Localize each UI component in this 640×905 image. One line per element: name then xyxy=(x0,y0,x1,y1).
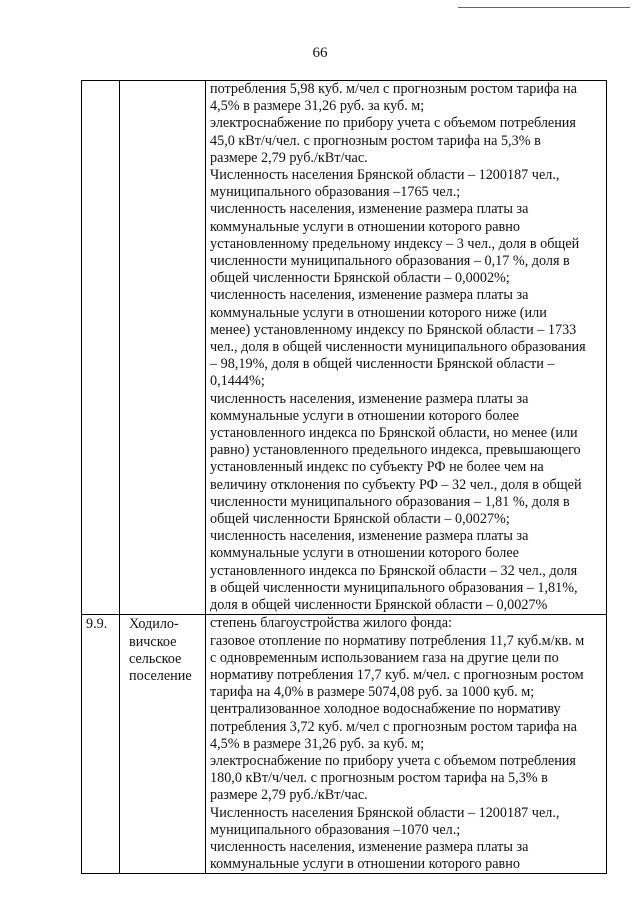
settlement-name-line: Ходило- xyxy=(129,616,179,633)
description-line: численность населения, изменение размера платы за xyxy=(210,287,529,304)
table-row xyxy=(82,81,607,615)
table-row xyxy=(82,615,607,874)
tariff-table xyxy=(81,80,607,874)
description-line: коммунальные услуги в отношении которого равно xyxy=(210,856,520,873)
description-line: Численность населения Брянской области – 1200187 чел., xyxy=(210,804,560,821)
row-number-cell xyxy=(82,615,120,874)
description-cell xyxy=(206,615,607,874)
description-line: менее) установленному индексу по Брянской области – 1733 xyxy=(210,321,577,338)
description-line: установленного индекса по Брянской области, но менее (или xyxy=(210,425,578,442)
description-line: в общей численности муниципального образования – 1,81%, xyxy=(210,579,578,596)
settlement-name-line: поселение xyxy=(129,667,192,684)
row-number: 9.9. xyxy=(86,616,108,633)
description-line: численность населения, изменение размера платы за xyxy=(210,390,529,407)
settlement-name-line: вичское xyxy=(129,633,177,650)
description-line: коммунальные услуги в отношении которого более xyxy=(210,545,519,562)
description-line: 45,0 кВт/ч/чел. с прогнозным ростом тарифа на 5,3% в xyxy=(210,132,541,149)
description-line: – 98,19%, доля в общей численности Брянской области – xyxy=(210,356,555,373)
description-line: газовое отопление по нормативу потребления 11,7 куб.м/кв. м xyxy=(210,632,585,649)
description-line: установленный индекс по субъекту РФ не более чем на xyxy=(210,459,544,476)
description-line: 180,0 кВт/ч/чел. с прогнозным ростом тарифа на 5,3% в xyxy=(210,770,548,787)
page-number: 66 xyxy=(312,45,328,61)
description-line: с одновременным использованием газа на другие цели по xyxy=(210,649,559,666)
description-line: 4,5% в размере 31,26 руб. за куб. м; xyxy=(210,735,425,752)
description-line: численность населения, изменение размера платы за xyxy=(210,528,529,545)
settlement-name-cell xyxy=(120,81,206,615)
description-line: потребления 5,98 куб. м/чел с прогнозным ростом тарифа на xyxy=(210,81,577,97)
description-line: муниципального образования –1070 чел.; xyxy=(210,821,461,838)
settlement-name-line: сельское xyxy=(129,650,182,667)
description-line: тарифа на 4,0% в размере 5074,08 руб. за 1000 куб. м; xyxy=(210,684,535,701)
description-line: коммунальные услуги в отношении которого равно xyxy=(210,218,520,235)
row-number-cell xyxy=(82,81,120,615)
description-line: 4,5% в размере 31,26 руб. за куб. м; xyxy=(210,98,425,115)
description-line: Численность населения Брянской области – 1200187 чел., xyxy=(210,167,560,184)
description-cell xyxy=(206,81,607,615)
description-line: чел., доля в общей численности муниципального образования xyxy=(210,339,586,356)
description-line: численности муниципального образования – 0,17 %, доля в xyxy=(210,253,570,270)
description-line: муниципального образования –1765 чел.; xyxy=(210,184,461,201)
description-line: установленного индекса по Брянской области – 32 чел., доля xyxy=(210,562,578,579)
description-line: 0,1444%; xyxy=(210,373,265,390)
description-line: установленному предельному индексу – 3 чел., доля в общей xyxy=(210,235,580,252)
description-line: численности муниципального образования – 1,81 %, доля в xyxy=(210,493,570,510)
description-line: электроснабжение по прибору учета с объемом потребления xyxy=(210,115,576,132)
settlement-name-cell xyxy=(120,615,206,874)
description-line: размере 2,79 руб./кВт/час. xyxy=(210,149,368,166)
header-rule xyxy=(458,7,630,8)
description-line: общей численности Брянской области – 0,0002%; xyxy=(210,270,510,287)
description-line: доля в общей численности Брянской области – 0,0027% xyxy=(210,597,548,614)
description-line: коммунальные услуги в отношении которого более xyxy=(210,407,519,424)
description-line: численность населения, изменение размера платы за xyxy=(210,838,529,855)
description-line: равно) установленного предельного индекса, превышающего xyxy=(210,442,581,459)
description-line: коммунальные услуги в отношении которого ниже (или xyxy=(210,304,547,321)
description-line: нормативу потребления 17,7 куб. м/чел. с прогнозным ростом xyxy=(210,666,584,683)
description-line: степень благоустройства жилого фонда: xyxy=(210,615,452,632)
description-line: численность населения, изменение размера платы за xyxy=(210,201,529,218)
description-line: величину отклонения по субъекту РФ – 32 чел., доля в общей xyxy=(210,476,582,493)
description-line: общей численности Брянской области – 0,0027%; xyxy=(210,511,510,528)
description-line: централизованное холодное водоснабжение по нормативу xyxy=(210,701,561,718)
description-line: размере 2,79 руб./кВт/час. xyxy=(210,787,368,804)
description-line: электроснабжение по прибору учета с объемом потребления xyxy=(210,752,576,769)
description-line: потребления 3,72 куб. м/чел с прогнозным ростом тарифа на xyxy=(210,718,577,735)
